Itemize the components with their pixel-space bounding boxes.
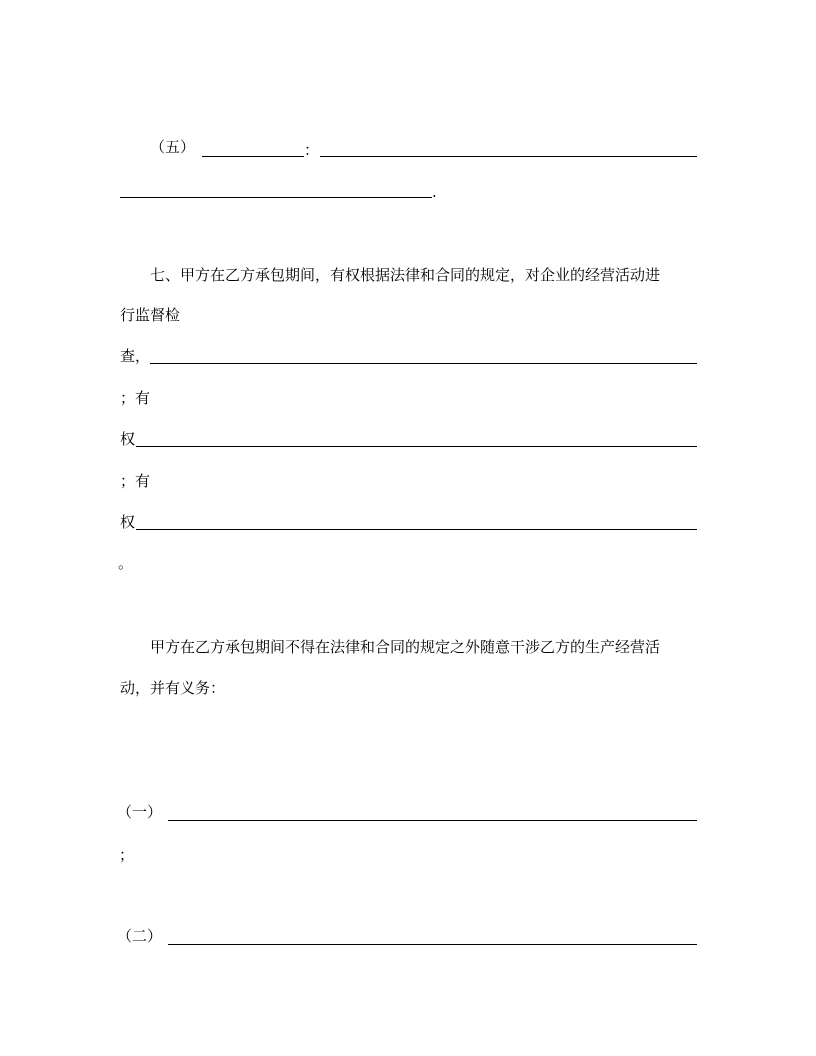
obligations-line-1: 甲方在乙方承包期间不得在法律和合同的规定之外随意干涉乙方的生产经营活 bbox=[150, 638, 661, 656]
item-2-label: （二） bbox=[117, 927, 163, 945]
item-2-blank[interactable] bbox=[168, 944, 697, 945]
item-5-colon: ： bbox=[304, 141, 320, 159]
clause-7-semi-you-2: ；有 bbox=[120, 472, 151, 490]
item-1-semicolon: ； bbox=[119, 846, 135, 864]
clause-7-semi-you-1: ；有 bbox=[120, 389, 151, 407]
clause-7-blank-2[interactable] bbox=[136, 446, 697, 447]
clause-7-blank-3[interactable] bbox=[136, 529, 697, 530]
obligations-line-2: 动，并有义务： bbox=[120, 679, 226, 697]
clause-7-blank-1[interactable] bbox=[150, 363, 697, 364]
clause-7-line-1: 七、甲方在乙方承包期间，有权根据法律和合同的规定，对企业的经营活动进 bbox=[150, 266, 661, 284]
item-1-label: （一） bbox=[117, 803, 163, 821]
item-5-blank-short[interactable] bbox=[202, 156, 304, 157]
clause-7-quan-2: 权 bbox=[120, 513, 136, 531]
clause-7-line-2: 行监督检 bbox=[120, 306, 181, 324]
item-5-blank-continued[interactable] bbox=[120, 197, 432, 198]
clause-7-inspect: 查， bbox=[120, 347, 151, 365]
item-5-label: （五） bbox=[150, 138, 196, 156]
clause-7-quan-1: 权 bbox=[120, 430, 136, 448]
item-5-blank-long[interactable] bbox=[320, 156, 697, 157]
item-1-blank[interactable] bbox=[168, 820, 697, 821]
item-5-period: . bbox=[432, 183, 437, 201]
clause-7-end-mark: 。 bbox=[118, 554, 134, 572]
